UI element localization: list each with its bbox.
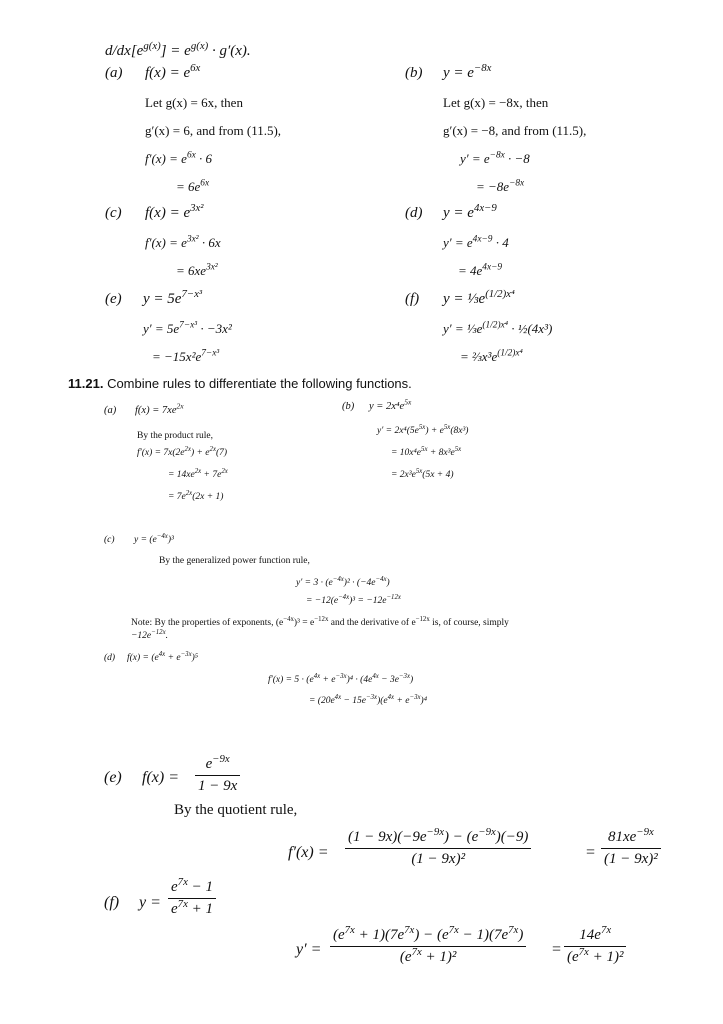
part-c-result: = $6xe^{3x^2}$ bbox=[176, 262, 218, 278]
p21-e-quotient-rule: By the quotient rule, bbox=[174, 802, 298, 818]
p21-e-fraction bbox=[195, 753, 240, 794]
part-b-result: = $-8e^{-8x}$ bbox=[476, 178, 525, 194]
p21-b-result: = $2x^3e^{5x}(5x + 4)$ bbox=[391, 467, 454, 480]
p21-f-result-numerator: $14e^{7x}$ bbox=[564, 928, 626, 947]
part-a-function: $f(x) = e^{6x}$ bbox=[145, 62, 201, 81]
p21-c-note-end: $-12e^{-12x}$. bbox=[131, 628, 168, 641]
p21-e-derivative-fraction bbox=[345, 826, 531, 867]
p21-e-lhs2: f′(x) = bbox=[288, 844, 329, 861]
part-d-result: = $4e^{4x-9}$ bbox=[458, 262, 503, 278]
p21-f-fraction bbox=[168, 876, 216, 917]
p21-e-equals: = bbox=[586, 844, 596, 861]
p21-e-result-denominator: (1 − 9x)² bbox=[604, 851, 658, 867]
part-a-result: = $6e^{6x}$ bbox=[176, 178, 210, 194]
part-e-step1: $y' = 5e^{7-x^3} \cdot -3x^2$ bbox=[143, 320, 232, 336]
p21-e-numerator: $e^{-9x}$ bbox=[195, 757, 240, 776]
p21-a-step1: By the product rule, bbox=[137, 431, 213, 441]
p21-a-function: $f(x) = 7xe^{2x}$ bbox=[135, 401, 184, 416]
p21-a-result: = $7e^{2x}(2x + 1)$ bbox=[168, 489, 224, 502]
part-c-step1: $f'(x) = e^{3x^2} \cdot 6x$ bbox=[145, 234, 221, 250]
part-c-label: (c) bbox=[105, 205, 122, 221]
chain-rule-statement: $d/dx[e^{g(x)}] = e^{g(x)} \cdot g'(x)$. bbox=[105, 40, 251, 59]
part-b-function: $y = e^{-8x}$ bbox=[443, 62, 492, 81]
part-f-function: $y = \frac{1}{3}e^{(1/2)x^4}$ bbox=[443, 288, 515, 307]
p21-a-step2: $f'(x) = 7x(2e^{2x}) + e^{2x}(7)$ bbox=[137, 445, 228, 458]
p21-f-equals: = bbox=[552, 941, 562, 958]
p21-f-label: (f) bbox=[104, 894, 120, 911]
p21-f-derivative-denominator: $(e^{7x} + 1)^2$ bbox=[399, 946, 457, 965]
p21-c-label: (c) bbox=[104, 535, 115, 545]
part-f-label: (f) bbox=[405, 291, 420, 307]
part-a-step2: g′(x) = 6, and from (11.5), bbox=[145, 123, 282, 138]
p21-b-step1: $y' = 2x^4(5e^{5x}) + e^{5x}(8x^3)$ bbox=[377, 423, 469, 436]
p21-d-function: $f(x) = (e^{4x} + e^{-3x})^5$ bbox=[127, 650, 199, 663]
p21-f-result-denominator: $(e^{7x} + 1)^2$ bbox=[567, 946, 624, 965]
part-f-step1: $y' = \frac{1}{3}e^{(1/2)x^4}$ · ½(4x³) bbox=[443, 320, 553, 336]
p21-e-denominator: 1 − 9x bbox=[198, 778, 238, 794]
p21-e-derivative-numerator: $(1 - 9x)(-9e^{-9x}) - (e^{-9x})(-9)$ bbox=[345, 830, 531, 849]
p21-e-result-numerator: $81xe^{-9x}$ bbox=[601, 830, 661, 849]
p21-f-denominator: $e^{7x} + 1$ bbox=[171, 898, 213, 917]
p21-f-lhs: y = bbox=[139, 894, 161, 911]
p21-e-lhs: f(x) = bbox=[142, 769, 179, 786]
problem-text: Combine rules to differentiate the following functions. bbox=[107, 376, 412, 391]
p21-b-label: (b) bbox=[342, 401, 355, 412]
part-e-function: $y = 5e^{7-x^3}$ bbox=[143, 288, 203, 307]
p21-f-derivative-numerator: $(e^{7x} + 1)(7e^{7x}) - (e^{7x} - 1)(7e^{7x})$ bbox=[330, 928, 526, 947]
part-e-label: (e) bbox=[105, 291, 122, 307]
part-b-step2: g′(x) = −8, and from (11.5), bbox=[443, 123, 587, 138]
p21-f-numerator: $e^{7x} - 1$ bbox=[168, 880, 216, 899]
part-c-function: $f(x) = e^{3x^2}$ bbox=[145, 202, 204, 221]
p21-e-label: (e) bbox=[104, 769, 122, 786]
part-d-step1: $y' = e^{4x-9} \cdot 4$ bbox=[443, 234, 509, 250]
p21-c-function: $y = (e^{-4x})^3$ bbox=[134, 532, 174, 545]
p21-c-step2: $y' = 3 \cdot (e^{-4x})^2 \cdot (-4e^{-4x})$ bbox=[296, 575, 390, 588]
part-e-result: = $-15x^2e^{7-x^3}$ bbox=[152, 348, 220, 364]
p21-d-label: (d) bbox=[104, 653, 116, 663]
part-d-label: (d) bbox=[405, 205, 423, 221]
part-f-result: = $\frac{2}{3}x^3e^{(1/2)x^4}$ bbox=[460, 348, 523, 364]
problem-heading bbox=[68, 377, 412, 390]
problem-number: 11.21. bbox=[68, 376, 104, 391]
p21-d-result: = $(20e^{4x} - 15e^{-3x})(e^{4x} + e^{-3x})^4$ bbox=[309, 693, 427, 706]
p21-a-step3: = $14xe^{2x} + 7e^{2x}$ bbox=[168, 467, 228, 480]
part-b-step3: $y' = e^{-8x} \cdot -8$ bbox=[460, 150, 530, 166]
part-b-label: (b) bbox=[405, 65, 423, 81]
p21-a-label: (a) bbox=[104, 405, 117, 416]
p21-c-result: = $-12(e^{-4x})^3 = -12e^{-12x}$ bbox=[306, 593, 401, 606]
p21-b-function: $y = 2x^4e^{5x}$ bbox=[369, 397, 412, 412]
part-a-step3: $f'(x) = e^{6x} \cdot 6$ bbox=[145, 150, 213, 166]
p21-f-result-fraction bbox=[564, 924, 626, 965]
p21-d-step1: $f'(x) = 5 \cdot (e^{4x} + e^{-3x})^4 \cdot (4e^{4x} - 3e^{-3x})$ bbox=[268, 672, 414, 685]
p21-b-step2: = $10x^4e^{5x} + 8x^3e^{5x}$ bbox=[391, 445, 462, 458]
part-b-step1: Let g(x) = −8x, then bbox=[443, 95, 549, 110]
p21-f-derivative-fraction bbox=[330, 924, 526, 965]
part-a-label: (a) bbox=[105, 65, 123, 81]
p21-e-derivative-denominator: (1 − 9x)² bbox=[411, 851, 466, 867]
part-a-step1: Let g(x) = 6x, then bbox=[145, 95, 243, 110]
part-d-function: $y = e^{4x-9}$ bbox=[443, 202, 497, 221]
p21-c-step1: By the generalized power function rule, bbox=[159, 556, 310, 566]
p21-c-note: Note: By the properties of exponents, $(e^{-4x})^3 = e^{-12x}$ and the derivative of $e^{-12x}$ is, of course, simply bbox=[131, 615, 509, 628]
p21-f-lhs2: y′ = bbox=[296, 941, 322, 958]
p21-e-result-fraction bbox=[601, 826, 661, 867]
